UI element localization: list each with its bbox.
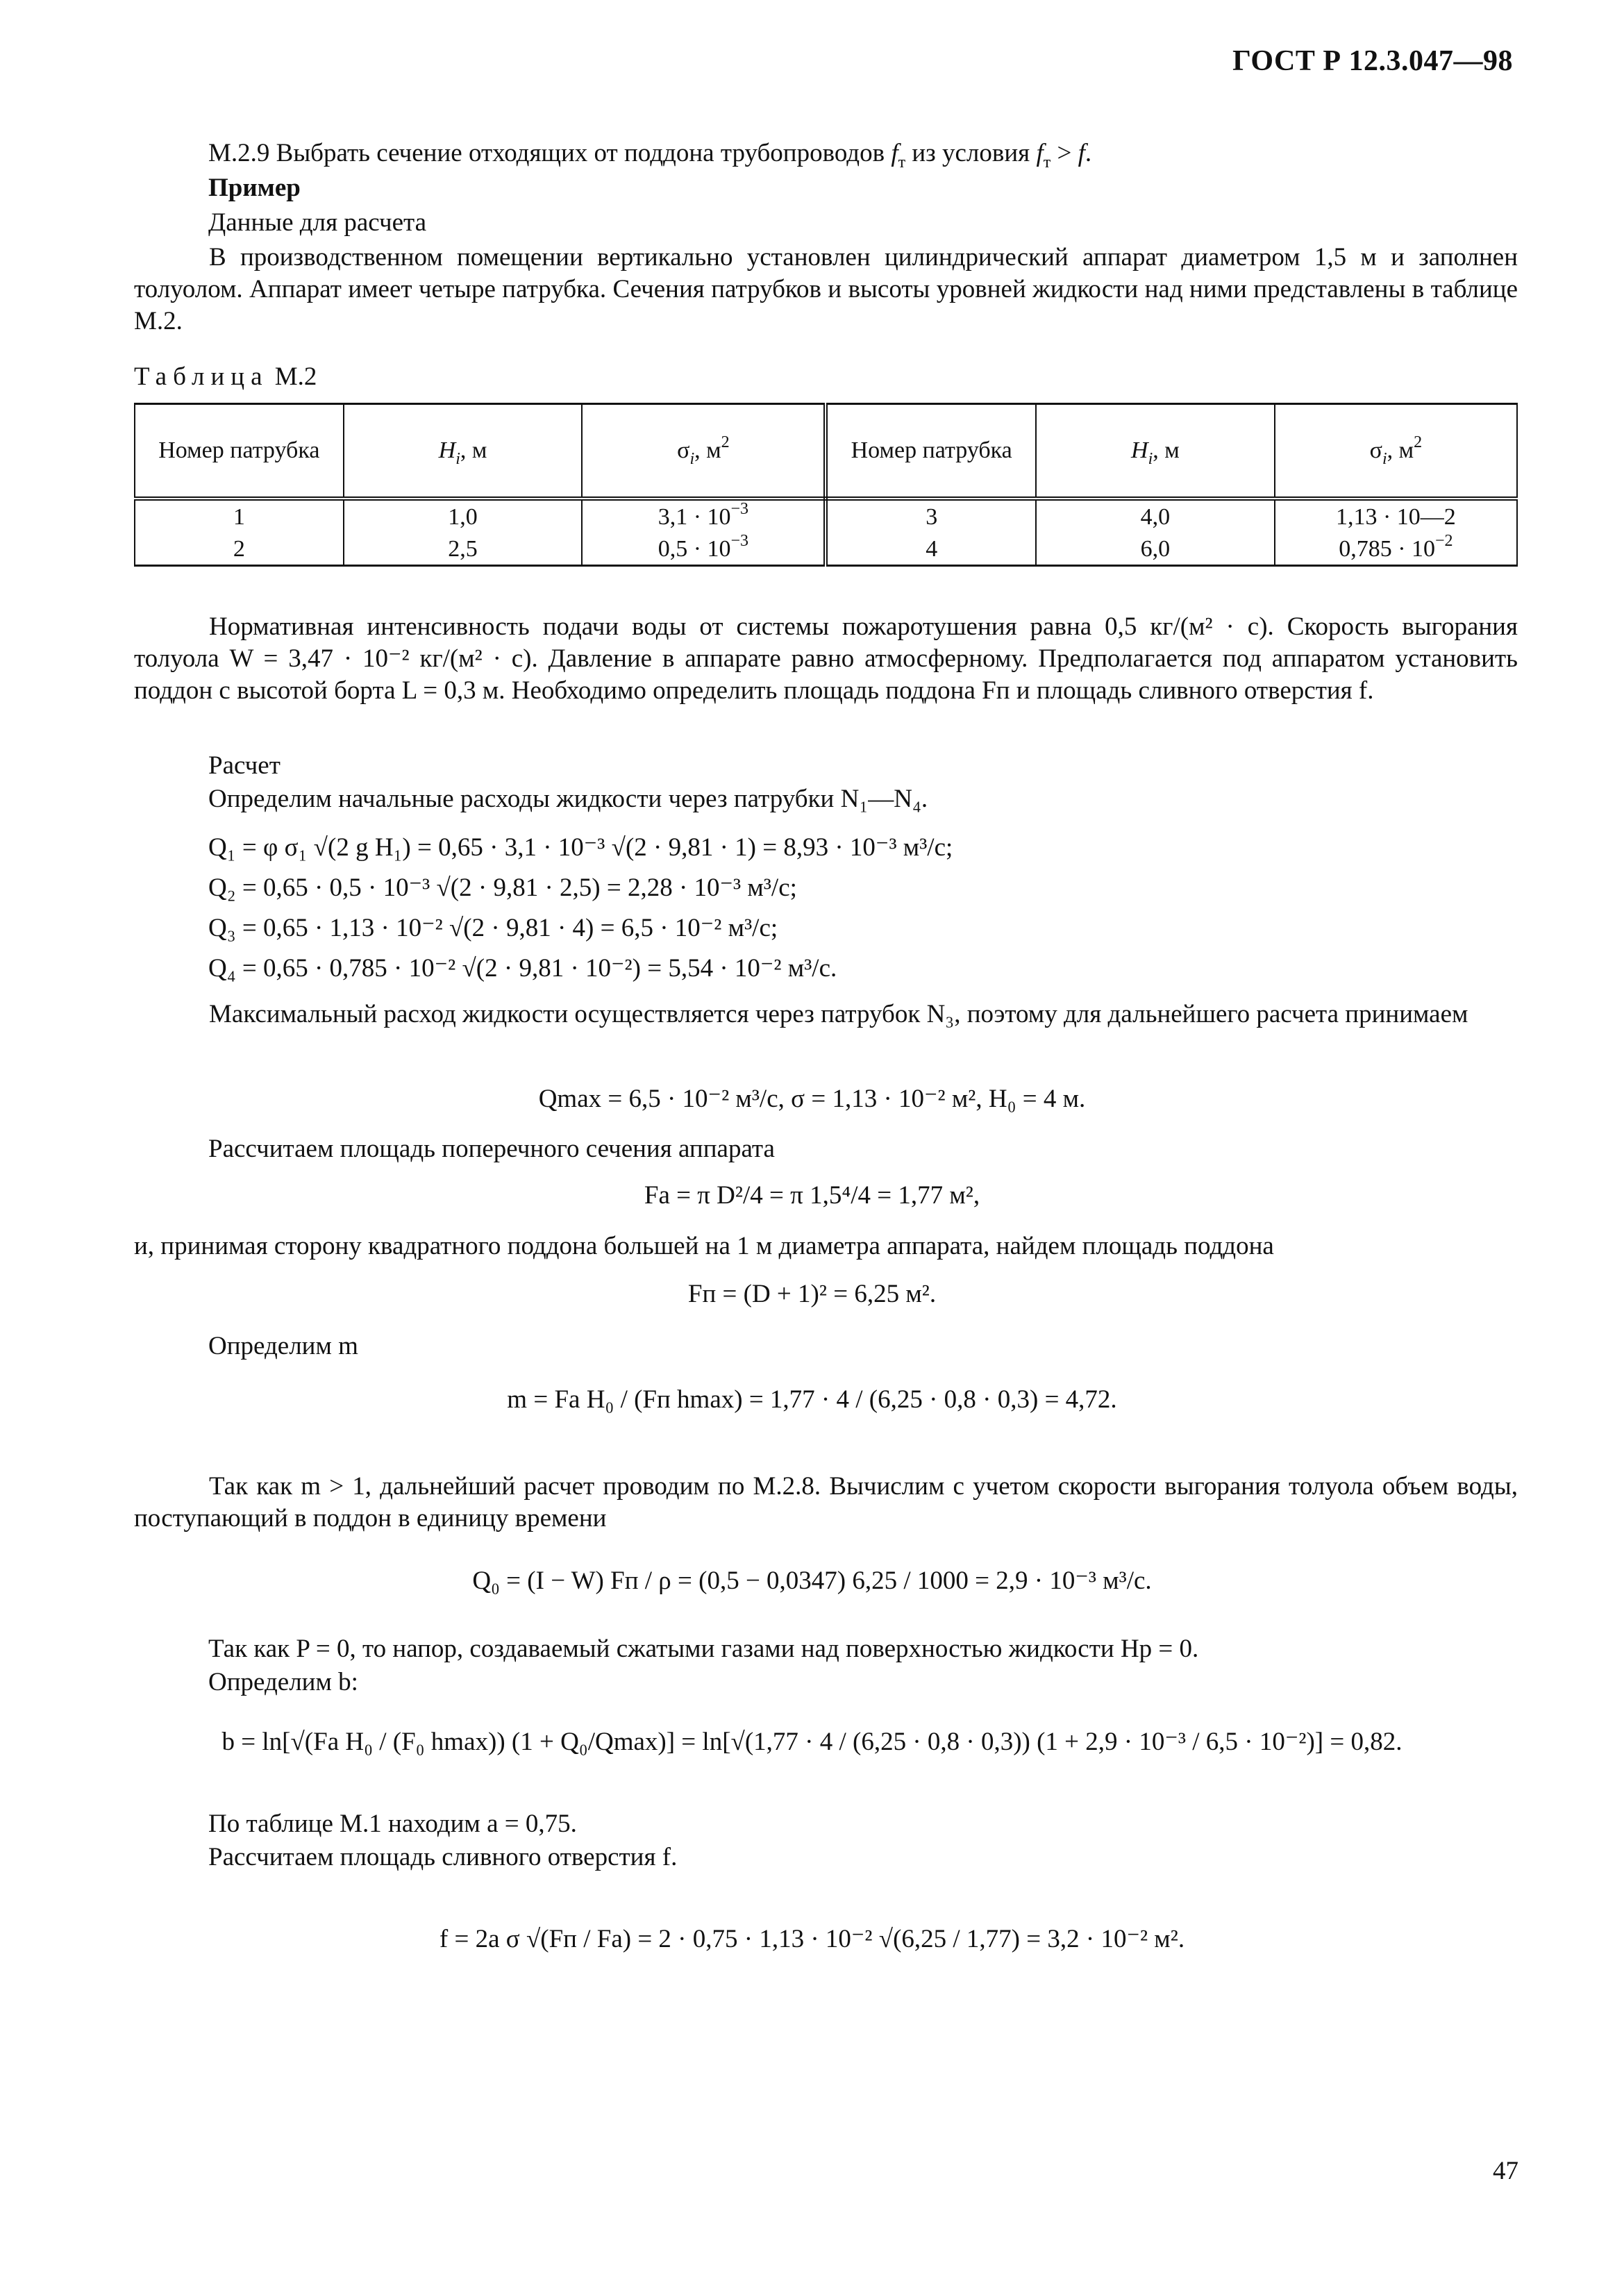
cell-nozzle: 1 xyxy=(135,499,344,533)
formula-fa: Fа = π D²/4 = π 1,5⁴/4 = 1,77 м², xyxy=(644,1181,980,1210)
example-intro: В производственном помещении вертикально установлен цилиндрический аппарат диаметром 1,5 м и заполнен толуолом. Аппарат имеет четыре патрубка. Сечения патрубков и высоты уровней жидкости над ними представлены в таблице М.2. xyxy=(134,243,1518,335)
standard-designation: ГОСТ Р 12.3.047—98 xyxy=(1232,45,1513,77)
formula-f: f = 2a σ √(Fп / Fа) = 2 · 0,75 · 1,13 · 10⁻² √(6,25 / 1,77) = 3,2 · 10⁻² м². xyxy=(439,1925,1185,1953)
cell-nozzle: 3 xyxy=(826,499,1036,533)
flows-intro: Определим начальные расходы жидкости через патрубки N₁—N₄. xyxy=(208,785,928,813)
cell-section: $3,1 \cdot 10^{-3}$ xyxy=(582,499,826,533)
cell-height: 4,0 xyxy=(1036,499,1275,533)
formula-q4: Q₄ = 0,65 · 0,785 · 10⁻² √(2 · 9,81 · 10⁻²) = 5,54 · 10⁻² м³/с. xyxy=(208,954,837,983)
header-level-height-1: $H_i$, м xyxy=(344,404,583,499)
cell-section: $0,5 \cdot 10^{-3}$ xyxy=(582,533,826,566)
table-row xyxy=(135,499,1517,533)
max-flow-paragraph: Максимальный расход жидкости осуществляется через патрубок N₃, поэтому для дальнейшего расчета принимаем xyxy=(209,1000,1468,1028)
header-section-1: $\sigma_i$, $м^2$ xyxy=(582,404,826,499)
header-level-height-2: $H_i$, м xyxy=(1036,404,1275,499)
step-m-2-9: М.2.9 Выбрать сечение отходящих от поддона трубопроводов $f_т$ из условия $f_т > f$. xyxy=(208,139,1092,172)
m-intro: Определим m xyxy=(208,1332,358,1360)
table-header-row xyxy=(135,404,1517,499)
normative-paragraph: Нормативная интенсивность подачи воды от системы пожаротушения равна 0,5 кг/(м² · с). Скорость выгорания толуола W = 3,47 · 10⁻² кг/(м² · с). Давление в аппарате равно атмосферному. Предполагается под аппаратом установить поддон с высотой борта L = 0,3 м. Необходимо определить площадь поддона Fп и площадь сливного отверстия f. xyxy=(134,612,1518,705)
header-nozzle-number-1: Номер патрубка xyxy=(135,404,344,499)
table-caption xyxy=(134,361,317,393)
cell-section: 1,13 · 10—2 xyxy=(1275,499,1517,533)
a-value-line: По таблице М.1 находим a = 0,75. xyxy=(208,1810,577,1838)
formula-q3: Q₃ = 0,65 · 1,13 · 10⁻² √(2 · 9,81 · 4) = 6,5 · 10⁻² м³/с; xyxy=(208,914,778,942)
formula-b: b = ln[√(Fа H₀ / (F₀ hmax)) (1 + Q₀/Qmax)] = ln[√(1,77 · 4 / (6,25 · 0,8 · 0,3)) (1 + 2,9 · 10⁻³ / 6,5 · 10⁻²)] = 0,82. xyxy=(221,1728,1403,1756)
cell-height: 1,0 xyxy=(344,499,583,533)
formula-m: m = Fа H₀ / (Fп hmax) = 1,77 · 4 / (6,25 · 0,8 · 0,3) = 4,72. xyxy=(507,1385,1117,1414)
area-intro: Рассчитаем площадь поперечного сечения аппарата xyxy=(208,1135,775,1163)
f-intro: Рассчитаем площадь сливного отверстия f. xyxy=(208,1843,678,1871)
formula-fp: Fп = (D + 1)² = 6,25 м². xyxy=(687,1280,937,1308)
cell-section: $0,785 \cdot 10^{-2}$ xyxy=(1275,533,1517,566)
formula-q1: Q₁ = φ σ₁ √(2 g H₁) = 0,65 · 3,1 · 10⁻³ √(2 · 9,81 · 1) = 8,93 · 10⁻³ м³/с; xyxy=(208,833,953,862)
header-nozzle-number-2: Номер патрубка xyxy=(826,404,1036,499)
cell-nozzle: 4 xyxy=(826,533,1036,566)
pallet-intro: и, принимая сторону квадратного поддона большей на 1 м диаметра аппарата, найдем площадь поддона xyxy=(134,1232,1274,1260)
cell-height: 6,0 xyxy=(1036,533,1275,566)
since-m-paragraph: Так как m > 1, дальнейший расчет проводим по М.2.8. Вычислим с учетом скорости выгорания толуола объем воды, поступающий в поддон в единицу времени xyxy=(134,1472,1518,1533)
example-heading: Пример xyxy=(208,174,301,202)
pressure-paragraph: Так как P = 0, то напор, создаваемый сжатыми газами над поверхностью жидкости Hp = 0. xyxy=(208,1635,1199,1663)
cell-nozzle: 2 xyxy=(135,533,344,566)
table-row xyxy=(135,533,1517,566)
formula-q0: Q₀ = (I − W) Fп / ρ = (0,5 − 0,0347) 6,25 / 1000 = 2,9 · 10⁻³ м³/с. xyxy=(472,1567,1152,1595)
data-heading: Данные для расчета xyxy=(208,208,427,237)
table-caption-number: М.2 xyxy=(274,362,317,391)
calc-heading: Расчет xyxy=(208,751,281,780)
page-number: 47 xyxy=(1493,2157,1518,2185)
table-caption-word: Таблица xyxy=(134,362,269,391)
formula-qmax: Qmax = 6,5 · 10⁻² м³/с, σ = 1,13 · 10⁻² м², H₀ = 4 м. xyxy=(538,1085,1086,1113)
header-section-2: $\sigma_i$, $м^2$ xyxy=(1275,404,1517,499)
b-intro: Определим b: xyxy=(208,1668,358,1696)
cell-height: 2,5 xyxy=(344,533,583,566)
formula-q2: Q₂ = 0,65 · 0,5 · 10⁻³ √(2 · 9,81 · 2,5) = 2,28 · 10⁻³ м³/с; xyxy=(208,874,797,902)
table-m2 xyxy=(134,403,1518,567)
